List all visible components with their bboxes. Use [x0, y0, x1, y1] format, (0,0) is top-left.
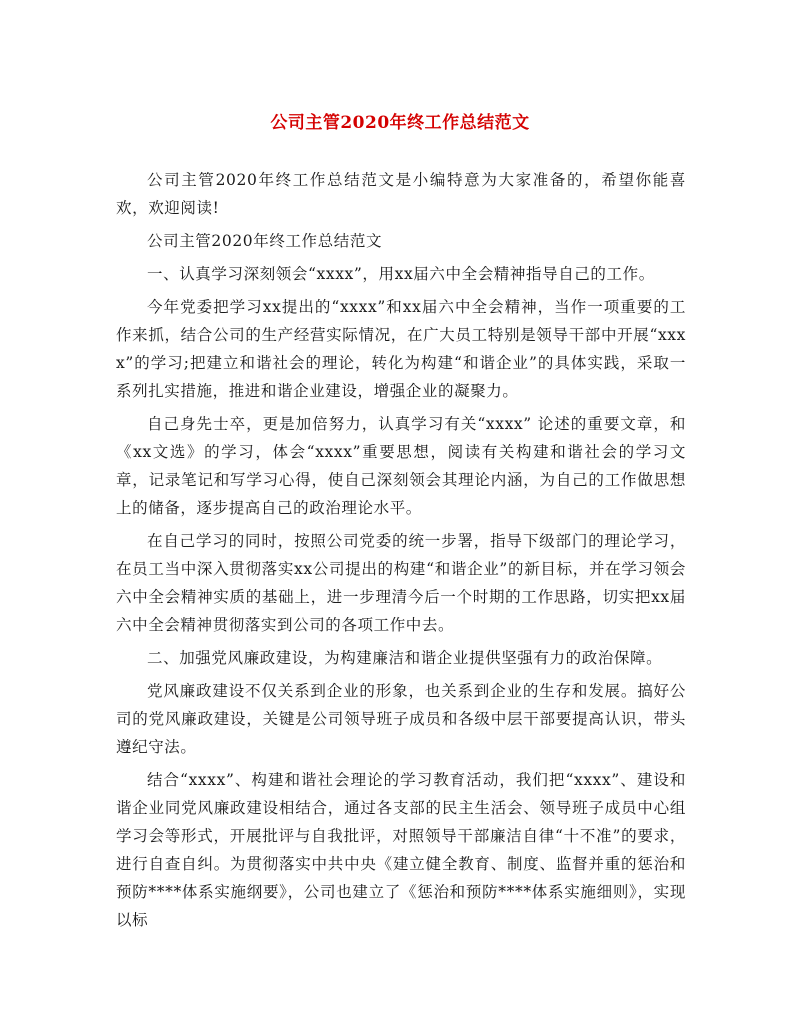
paragraph-intro: 公司主管2020年终工作总结范文是小编特意为大家准备的，希望你能喜欢，欢迎阅读!	[116, 171, 686, 217]
paragraph: 今年党委把学习xx提出的“xxxx”和xx届六中全会精神，当作一项重要的工作来抓，结合公司的生产经营实际情况，在广大员工特别是领导干部中开展“xxxx”的学习;把建立和谐社会的理论，转化为构建“和谐企业”的具体实践，采取一系列扎实措施，推进和谐企业建设，增强企业的凝聚力。	[116, 298, 686, 400]
paragraph: 在自己学习的同时，按照公司党委的统一步署，指导下级部门的理论学习，在员工当中深入贯彻落实xx公司提出的构建“和谐企业”的新目标，并在学习领会六中全会精神实质的基础上，进一步理清今后一个时期的工作思路，切实把xx届六中全会精神贯彻落实到公司的各项工作中去。	[116, 532, 686, 634]
paragraph: 结合“xxxx”、构建和谐社会理论的学习教育活动，我们把“xxxx”、建设和谐企业同党风廉政建设相结合，通过各支部的民主生活会、领导班子成员中心组学习会等形式，开展批评与自我批评，对照领导干部廉洁自律“十不准”的要求，进行自查自纠。为贯彻落实中共中央《建立健全教育、制度、监督并重的惩治和预防****体系实施纲要》，公司也建立了《惩治和预防****体系实施细则》，实现以标	[116, 771, 686, 929]
paragraph: 党风廉政建设不仅关系到企业的形象，也关系到企业的生存和发展。搞好公司的党风廉政建设，关键是公司领导班子成员和各级中层干部要提高认识，带头遵纪守法。	[116, 682, 686, 756]
document-title: 公司主管2020年终工作总结范文	[270, 113, 530, 133]
paragraph-subtitle: 公司主管2020年终工作总结范文	[147, 232, 383, 250]
paragraph: 自己身先士卒，更是加倍努力，认真学习有关“xxxx” 论述的重要文章，和《xx文选》的学习，体会“xxxx”重要思想，阅读有关构建和谐社会的学习文章，记录笔记和写学习心得，使自己深刻领会其理论内涵，为自己的工作做思想上的储备，逐步提高自己的政治理论水平。	[116, 415, 686, 517]
document-body	[116, 166, 686, 939]
section-heading-2: 二、加强党风廉政建设，为构建廉洁和谐企业提供坚强有力的政治保障。	[147, 649, 663, 667]
section-heading-1: 一、认真学习深刻领会“xxxx”，用xx届六中全会精神指导自己的工作。	[147, 265, 655, 283]
